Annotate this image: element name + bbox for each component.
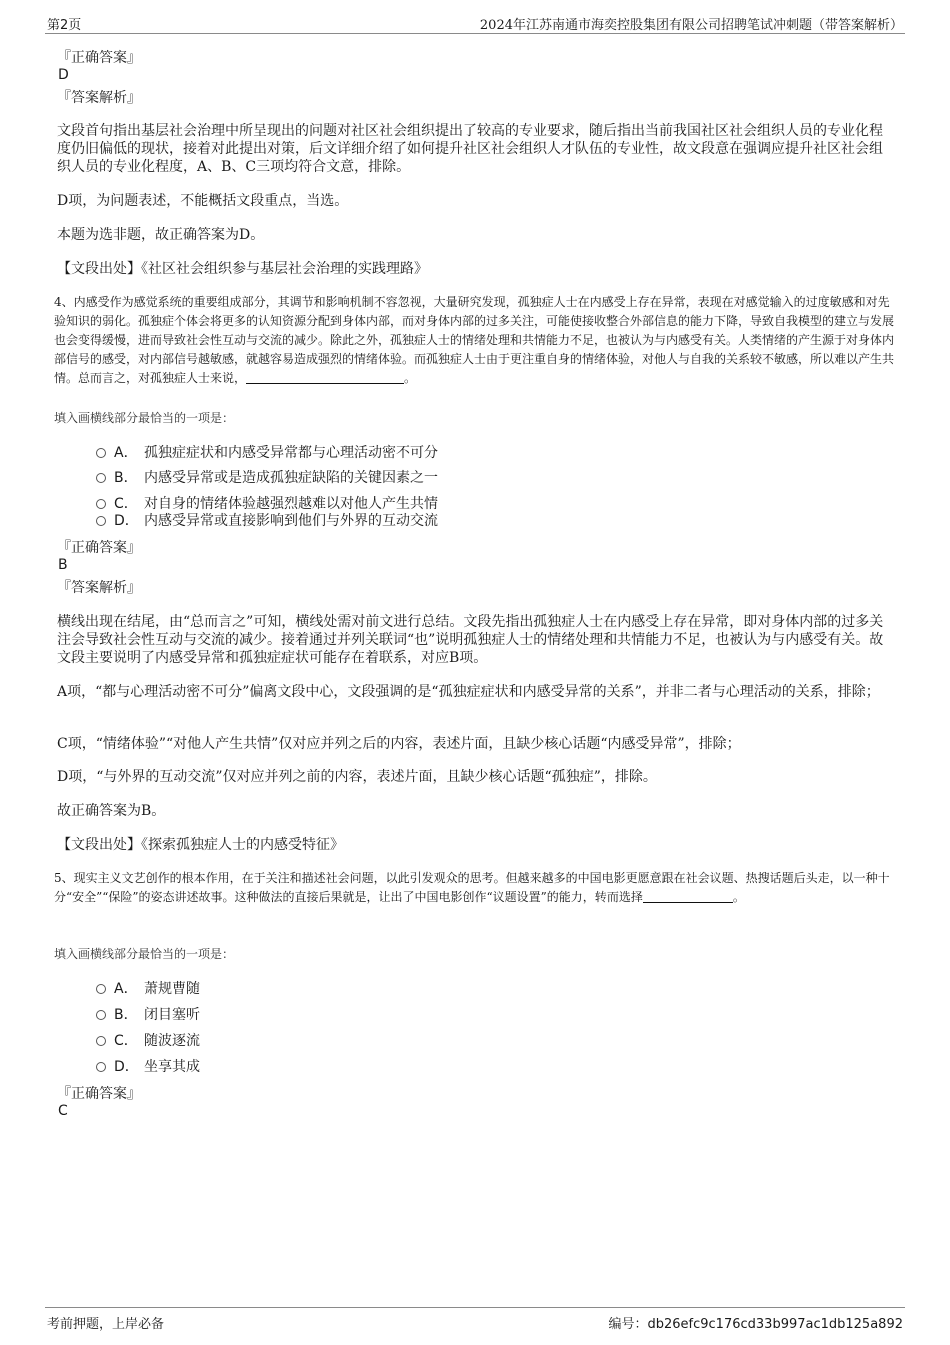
radio-icon[interactable]: [96, 448, 106, 458]
q5-question: [54, 869, 896, 907]
radio-icon[interactable]: [96, 516, 106, 526]
radio-icon[interactable]: [96, 1010, 106, 1020]
option-letter: A．: [114, 981, 138, 997]
q4-question: [54, 293, 896, 388]
q3-correct-label: 『正确答案』: [57, 50, 141, 66]
option-letter: B．: [114, 1007, 138, 1023]
document-title: 2024年江苏南通市海奕控股集团有限公司招聘笔试冲刺题（带答案解析）: [479, 18, 903, 33]
option-letter: C．: [114, 1033, 138, 1049]
q3-source: 【文段出处】《社区社会组织参与基层社会治理的实践理路》: [57, 261, 428, 277]
fill-blank: [643, 890, 733, 903]
option-text: 孤独症症状和内感受异常都与心理活动密不可分: [144, 445, 438, 461]
fill-blank: [246, 371, 404, 384]
q4-analysis-para: D项，“与外界的互动交流”仅对应并列之前的内容，表述片面，且缺少核心话题“孤独症”，排除。: [57, 769, 657, 785]
radio-icon[interactable]: [96, 984, 106, 994]
radio-icon[interactable]: [96, 499, 106, 509]
q4-analysis-para: 横线出现在结尾，由“总而言之”可知，横线处需对前文进行总结。文段先指出孤独症人士在内感受上存在异常，即对身体内部的过多关注会导致社会性互动与交流的减少。接着通过并列关联词“也”说明孤独症人士的情绪处理和共情能力不足，也被认为与内感受有关。故文段主要说明了内感受异常和孤独症症状可能存在着联系，对应B项。: [57, 614, 884, 666]
q5-option-c[interactable]: [96, 1032, 200, 1050]
code-label: 编号：: [608, 1317, 648, 1332]
document-code: [608, 1313, 903, 1332]
option-letter: B．: [114, 470, 138, 486]
header-divider: [45, 33, 905, 34]
q5-question-text: 5、现实主义文艺创作的根本作用，在于关注和描述社会问题，以此引发观众的思考。但越来越多的中国电影更愿意跟在社会议题、热搜话题后头走，以一种十分“安全”“保险”的姿态讲述故事。这种做法的直接后果就是，让出了中国电影创作“议题设置”的能力，转而选择: [54, 871, 890, 904]
q4-source: 【文段出处】《探索孤独症人士的内感受特征》: [57, 837, 344, 853]
q3-analysis-para: 文段首句指出基层社会治理中所呈现出的问题对社区社会组织提出了较高的专业要求，随后指出当前我国社区社会组织人员的专业化程度仍旧偏低的现状，接着对此提出对策，后文详细介绍了如何提升社区社会组织人才队伍的专业性，故文段意在强调应提升社区社会组织人员的专业化程度，A、B、C三项均符合文意，排除。: [57, 123, 883, 175]
q4-correct-label: 『正确答案』: [57, 540, 141, 556]
option-text: 随波逐流: [144, 1033, 200, 1049]
radio-icon[interactable]: [96, 473, 106, 483]
q3-analysis-para: D项，为问题表述，不能概括文段重点，当选。: [57, 193, 349, 209]
q4-answer: B: [58, 557, 68, 573]
option-letter: D．: [114, 513, 139, 529]
q4-analysis-label: 『答案解析』: [57, 580, 141, 596]
option-text: 内感受异常或是造成孤独症缺陷的关键因素之一: [144, 470, 438, 486]
q5-correct-label: 『正确答案』: [57, 1086, 141, 1102]
option-text: 坐享其成: [144, 1059, 200, 1075]
q4-analysis-para: C项，“情绪体验”“对他人产生共情”仅对应并列之后的内容，表述片面，且缺少核心话题“内感受异常”，排除；: [57, 736, 741, 752]
option-letter: C．: [114, 496, 138, 512]
footer-divider: [45, 1307, 905, 1308]
q3-analysis-label: 『答案解析』: [57, 90, 141, 106]
q4-question-end: 。: [404, 371, 417, 385]
footer-slogan: 考前押题，上岸必备: [47, 1317, 165, 1332]
q5-option-a[interactable]: [96, 980, 200, 998]
code-value: db26efc9c176cd33b997ac1db125a892: [647, 1317, 903, 1332]
q5-option-d[interactable]: [96, 1058, 200, 1076]
q5-option-b[interactable]: [96, 1006, 200, 1024]
radio-icon[interactable]: [96, 1036, 106, 1046]
option-text: 萧规曹随: [144, 981, 200, 997]
option-letter: D．: [114, 1059, 139, 1075]
radio-icon[interactable]: [96, 1062, 106, 1072]
q4-option-c[interactable]: [96, 495, 438, 513]
q4-option-a[interactable]: [96, 444, 438, 462]
q3-analysis-para: 本题为选非题，故正确答案为D。: [57, 227, 265, 243]
q4-analysis-para: A项，“都与心理活动密不可分”偏离文段中心，文段强调的是“孤独症症状和内感受异常的关系”，并非二者与心理活动的关系，排除；: [57, 684, 880, 700]
q3-answer: D: [58, 67, 69, 83]
q5-question-end: 。: [732, 890, 745, 904]
q4-option-b[interactable]: [96, 469, 438, 487]
option-text: 对自身的情绪体验越强烈越难以对他人产生共情: [144, 496, 438, 512]
page-number: 第2页: [47, 18, 82, 33]
q5-answer: C: [58, 1103, 68, 1119]
q4-question-text: 4、内感受作为感觉系统的重要组成部分，其调节和影响机制不容忽视，大量研究发现，孤独症人士在内感受上存在异常，表现在对感觉输入的过度敏感和对先验知识的弱化。孤独症个体会将更多的认知资源分配到身体内部，而对身体内部的过多关注，可能使接收整合外部信息的能力下降，导致自我模型的建立与发展也会变得缓慢，进而导致社会性互动与交流的减少。除此之外，孤独症人士的情绪处理和共情能力不足，也被认为与内感受有关。人类情绪的产生源于对身体内部信号的感受，对内部信号越敏感，就越容易造成强烈的情绪体验。而孤独症人士由于更注重自身的情绪体验，对他人与自我的关系较不敏感，所以难以产生共情。总而言之，对孤独症人士来说，: [54, 295, 895, 385]
option-text: 内感受异常或直接影响到他们与外界的互动交流: [144, 513, 438, 529]
q5-fill-prompt: 填入画横线部分最恰当的一项是：: [54, 947, 235, 961]
q4-option-d[interactable]: [96, 512, 438, 530]
option-text: 闭目塞听: [144, 1007, 200, 1023]
q4-fill-prompt: 填入画横线部分最恰当的一项是：: [54, 411, 235, 425]
q4-analysis-para: 故正确答案为B。: [57, 803, 166, 819]
option-letter: A．: [114, 445, 138, 461]
